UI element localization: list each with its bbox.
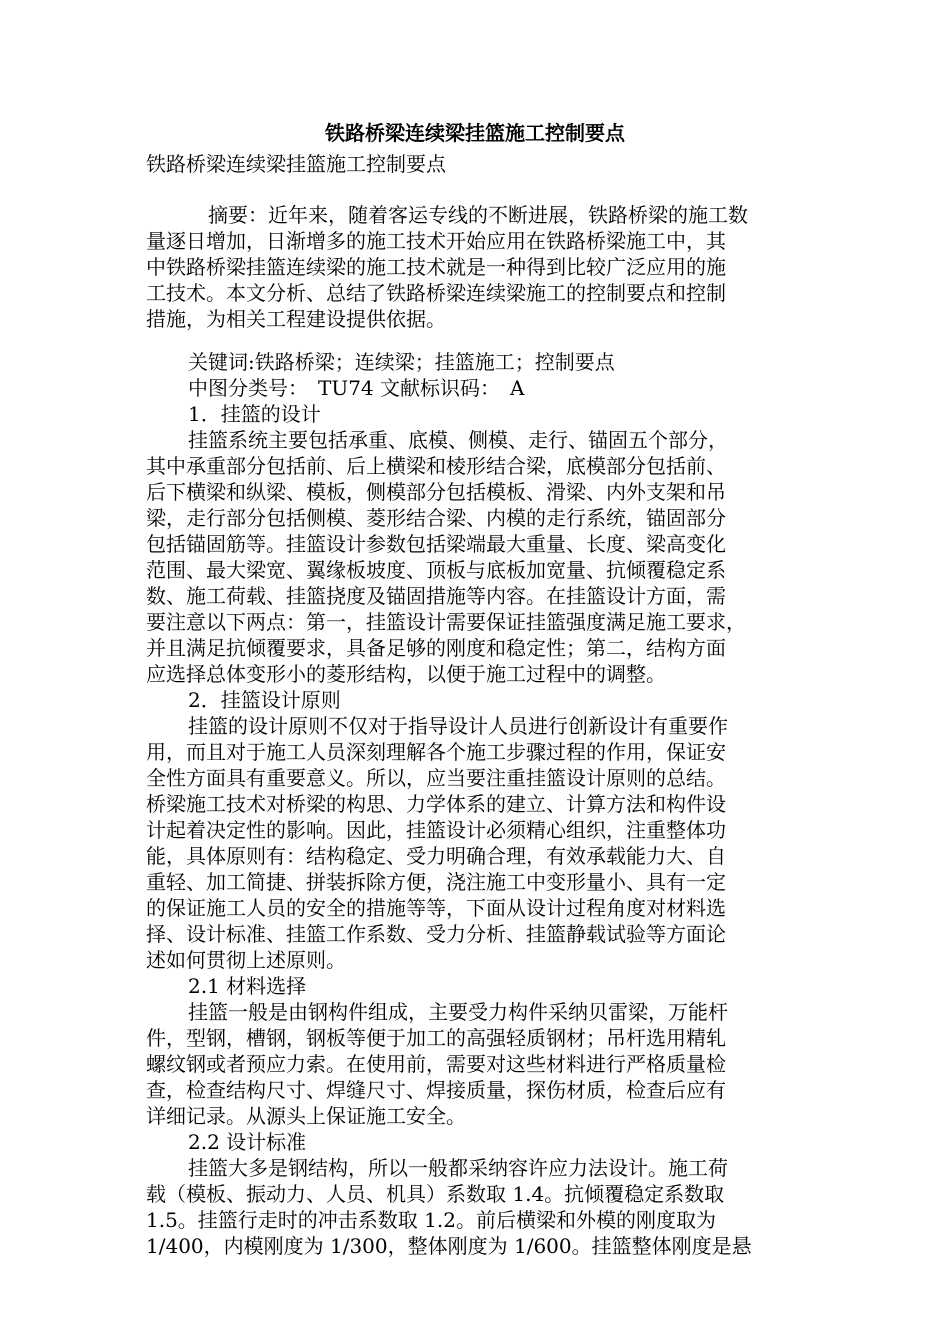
section1-line-5: 包括锚固筋等。挂篮设计参数包括梁端最大重量、长度、梁高变化 <box>146 532 726 556</box>
keywords-line: 关键词:铁路桥梁；连续梁；挂篮施工；控制要点 <box>188 350 615 374</box>
section2-line-9: 择、设计标准、挂篮工作系数、受力分析、挂篮静载试验等方面论 <box>146 922 726 946</box>
section1-line-7: 数、施工荷载、挂篮挠度及锚固措施等内容。在挂篮设计方面，需 <box>146 584 726 608</box>
subsection-heading-2-2: 2.2 设计标准 <box>188 1130 307 1154</box>
section2-line-7: 重轻、加工简捷、拼装拆除方便，浇注施工中变形量小、具有一定 <box>146 870 726 894</box>
subsection21-line-2: 件，型钢，槽钢，钢板等便于加工的高强轻质钢材；吊杆选用精轧 <box>146 1026 726 1050</box>
section2-line-8: 的保证施工人员的安全的措施等等，下面从设计过程角度对材料选 <box>146 896 726 920</box>
subsection22-line-3: 1.5。挂篮行走时的冲击系数取 1.2。前后横梁和外模的刚度取为 <box>146 1208 716 1232</box>
abstract-line-1: 摘要：近年来，随着客运专线的不断进展，铁路桥梁的施工数 <box>188 203 748 227</box>
section1-line-9: 并且满足抗倾覆要求，具备足够的刚度和稳定性；第二，结构方面 <box>146 636 726 660</box>
classification-line: 中图分类号： TU74 文献标识码： A <box>188 376 525 400</box>
section1-line-8: 要注意以下两点：第一，挂篮设计需要保证挂篮强度满足施工要求， <box>146 610 746 634</box>
section1-line-2: 其中承重部分包括前、后上横梁和棱形结合梁，底模部分包括前、 <box>146 454 726 478</box>
abstract-line-3: 中铁路桥梁挂篮连续梁的施工技术就是一种得到比较广泛应用的施 <box>146 255 726 279</box>
section2-line-1: 挂篮的设计原则不仅对于指导设计人员进行创新设计有重要作 <box>188 714 728 738</box>
abstract-line-2: 量逐日增加，日渐增多的施工技术开始应用在铁路桥梁施工中，其 <box>146 229 726 253</box>
abstract-line-4: 工技术。本文分析、总结了铁路桥梁连续梁施工的控制要点和控制 <box>146 281 726 305</box>
section2-line-3: 全性方面具有重要意义。所以，应当要注重挂篮设计原则的总结。 <box>146 766 726 790</box>
section1-line-10: 应选择总体变形小的菱形结构，以便于施工过程中的调整。 <box>146 662 666 686</box>
subsection21-line-1: 挂篮一般是由钢构件组成，主要受力构件采纳贝雷梁，万能杆 <box>188 1000 728 1024</box>
subsection21-line-3: 螺纹钢或者预应力索。在使用前，需要对这些材料进行严格质量检 <box>146 1052 726 1076</box>
subsection22-line-1: 挂篮大多是钢结构，所以一般都采纳容许应力法设计。施工荷 <box>188 1156 728 1180</box>
subsection21-line-5: 详细记录。从源头上保证施工安全。 <box>146 1104 466 1128</box>
section-heading-2: 2．挂篮设计原则 <box>188 688 341 712</box>
section2-line-2: 用，而且对于施工人员深刻理解各个施工步骤过程的作用，保证安 <box>146 740 726 764</box>
section1-line-3: 后下横梁和纵梁、模板，侧模部分包括模板、滑梁、内外支架和吊 <box>146 480 726 504</box>
section-heading-1: 1．挂篮的设计 <box>188 402 321 426</box>
abstract-line-5: 措施，为相关工程建设提供依据。 <box>146 307 446 331</box>
subsection21-line-4: 查，检查结构尺寸、焊缝尺寸、焊接质量，探伤材质，检查后应有 <box>146 1078 726 1102</box>
subsection22-line-2: 载（模板、振动力、人员、机具）系数取 1.4。抗倾覆稳定系数取 <box>146 1182 725 1206</box>
section2-line-4: 桥梁施工技术对桥梁的构思、力学体系的建立、计算方法和构件设 <box>146 792 726 816</box>
section2-line-6: 能，具体原则有：结构稳定、受力明确合理，有效承载能力大、自 <box>146 844 726 868</box>
subsection22-line-4: 1/400，内模刚度为 1/300，整体刚度为 1/600。挂篮整体刚度是悬 <box>146 1234 752 1258</box>
section2-line-5: 计起着决定性的影响。因此，挂篮设计必须精心组织，注重整体功 <box>146 818 726 842</box>
document-title: 铁路桥梁连续梁挂篮施工控制要点 <box>325 121 625 145</box>
section2-line-10: 述如何贯彻上述原则。 <box>146 948 346 972</box>
section1-line-1: 挂篮系统主要包括承重、底模、侧模、走行、锚固五个部分， <box>188 428 728 452</box>
subsection-heading-2-1: 2.1 材料选择 <box>188 974 307 998</box>
subtitle-line: 铁路桥梁连续梁挂篮施工控制要点 <box>146 152 446 176</box>
section1-line-6: 范围、最大梁宽、翼缘板坡度、顶板与底板加宽量、抗倾覆稳定系 <box>146 558 726 582</box>
section1-line-4: 梁，走行部分包括侧模、菱形结合梁、内模的走行系统，锚固部分 <box>146 506 726 530</box>
